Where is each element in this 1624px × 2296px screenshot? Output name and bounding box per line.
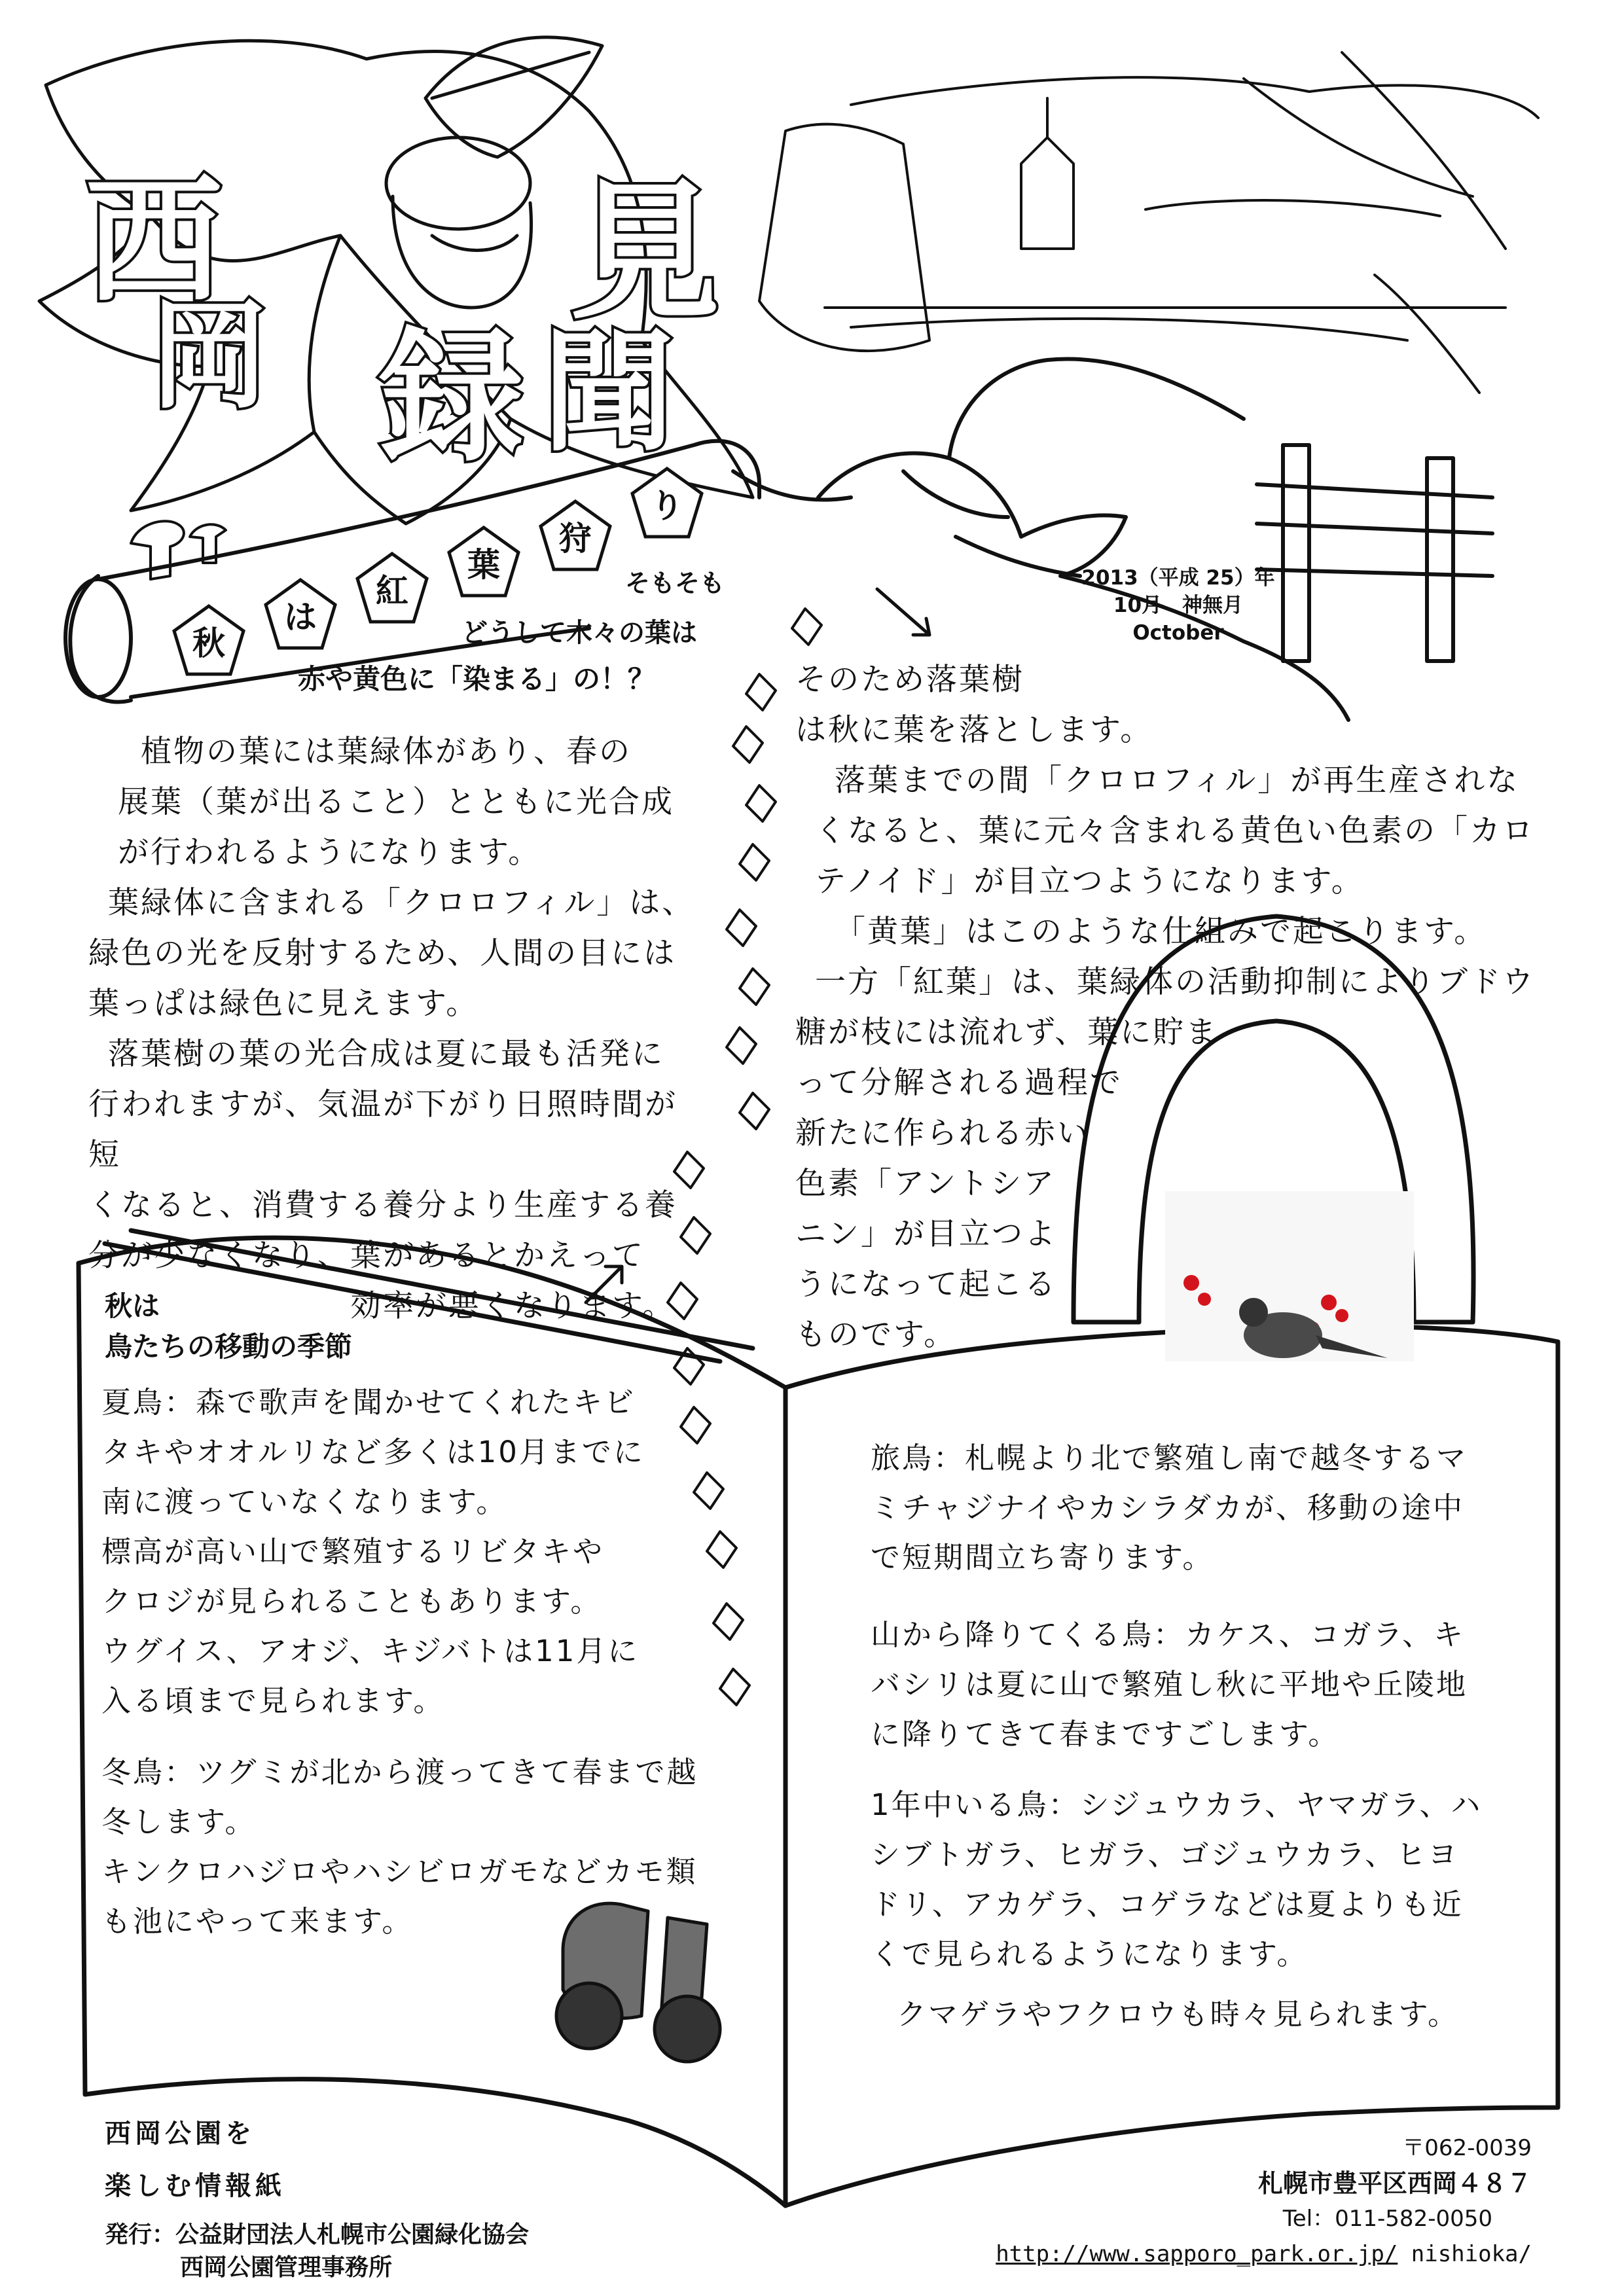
article-line: テノイド」が目立つようになります。 (815, 863, 1364, 899)
paragraph-line: 山から降りてくる鳥：カケス、コガラ、キ (871, 1617, 1465, 1652)
article-line: うになって起こる (795, 1266, 1057, 1302)
left-article (88, 726, 704, 1331)
article-line: は秋に葉を落とします。 (795, 712, 1153, 748)
headline-line2: どうして木々の葉は (461, 618, 697, 648)
article-line: 葉っぱは緑色に見えます。 (88, 986, 479, 1022)
headline-line1: そもそも (625, 569, 725, 598)
article-line: 行われますが、気温が下がり日照時間が短 (88, 1086, 677, 1173)
article-line: 一方「紅葉」は、葉緑体の活動抑制によりブドウ (815, 964, 1535, 1000)
date-year: 2013（平成 25）年 (1081, 566, 1275, 590)
paragraph-line: くで見られるようになります。 (871, 1937, 1308, 1971)
title-char-ken: 見 (569, 164, 721, 340)
article-line: 効率が悪くなります。 (350, 1288, 676, 1324)
website-link[interactable]: http://www.sapporo_park.or.jp/ (996, 2241, 1398, 2267)
article-line: くなると、葉に元々含まれる黄色い色素の「カロ (815, 813, 1535, 849)
paragraph-line: で短期間立ち寄ります。 (871, 1540, 1214, 1575)
summer-birds-paragraph (101, 1378, 756, 1726)
article-line: 落葉までの間「クロロフィル」が再生産されな (835, 762, 1520, 798)
article-line: ニン」が目立つよ (795, 1216, 1057, 1252)
article-line: 新たに作られる赤い (795, 1115, 1090, 1151)
paragraph-line: 標高が高い山で繁殖するリビタキや (101, 1534, 605, 1569)
banner-char-ri (628, 465, 706, 542)
passage-birds-paragraph (871, 1433, 1551, 1583)
banner-char-label: り (651, 487, 683, 525)
tagline-line2: 楽しむ情報紙 (105, 2171, 285, 2201)
banner-char-label: は (284, 598, 317, 636)
title-char-roku: 録 (380, 312, 524, 481)
resident-birds-paragraph (871, 1780, 1551, 1979)
article-line: 分が少なくなり、葉があるとかえって (88, 1238, 645, 1274)
banner-char-label: 秋 (192, 624, 225, 662)
address: 札幌市豊平区西岡４８７ (1257, 2169, 1532, 2198)
contact-info (943, 2130, 1532, 2272)
tagline (105, 2108, 285, 2212)
headline-line3: 赤や黄色に「染まる」の！？ (298, 663, 656, 695)
rare-birds-note: クマゲラやフクロウも時々見られます。 (897, 1997, 1460, 2032)
article-line: 葉緑体に含まれる「クロロフィル」は、 (108, 885, 695, 921)
banner-char-kari (537, 497, 614, 575)
paragraph-line: 冬します。 (101, 1804, 257, 1839)
title-char-oka: 岡 (151, 287, 269, 425)
title-char-nishi: 西 (85, 160, 223, 321)
article-line: って分解される過程で (795, 1065, 1123, 1101)
postal-code: 〒062-0039 (1402, 2135, 1532, 2161)
article-line: ものです。 (795, 1317, 957, 1353)
paragraph-line: タキやオオルリなど多くは10月までに (101, 1435, 645, 1469)
article-line: 色素「アントシア (795, 1166, 1056, 1202)
article-line: 展葉（葉が出ること）とともに光合成 (118, 784, 674, 820)
article-line: 糖が枝には流れず、葉に貯ま (795, 1014, 1219, 1050)
bird-heading-line2: 鳥たちの移動の季節 (105, 1331, 353, 1363)
paragraph-line: ミチャジナイやカシラダカが、移動の途中 (871, 1490, 1465, 1525)
paragraph-line: 夏鳥：森で歌声を聞かせてくれたキビ (101, 1385, 636, 1420)
mountain-birds-paragraph (871, 1610, 1551, 1759)
banner-char-label: 葉 (467, 546, 500, 584)
paragraph-line: 冬鳥：ツグミが北から渡ってきて春まで越 (101, 1755, 698, 1789)
paragraph-line: 南に渡っていなくなります。 (101, 1484, 508, 1519)
paragraph-line: 1年中いる鳥：シジュウカラ、ヤマガラ、ハ (871, 1787, 1483, 1822)
winter-birds-paragraph (101, 1748, 756, 1946)
article-line: くなると、消費する養分より生産する養 (88, 1187, 677, 1223)
paragraph-line: キンクロハジロやハシビロガモなどカモ類 (101, 1854, 698, 1889)
banner-char-label: 狩 (559, 520, 592, 558)
paragraph-line: 入る頃まで見られます。 (101, 1683, 445, 1718)
paragraph-line: も池にやって来ます。 (101, 1904, 414, 1939)
date-month: 10月 神無月 (1113, 594, 1244, 617)
paragraph-line: クロジが見られることもあります。 (101, 1584, 602, 1619)
website-url (943, 2236, 1532, 2272)
title-char-bun: 聞 (543, 315, 675, 469)
banner-char-you (445, 524, 522, 601)
right-article (795, 655, 1561, 1360)
article-line: そのため落葉樹 (795, 662, 1024, 698)
date-english: October (1132, 621, 1224, 645)
article-line: 落葉樹の葉の光合成は夏に最も活発に (108, 1036, 664, 1072)
telephone: Tel：011-582-0050 (1282, 2206, 1492, 2232)
tagline-line1: 西岡公園を (105, 2119, 255, 2149)
article-line: 「黄葉」はこのような仕組みで起こります。 (835, 914, 1487, 950)
issue-date (1054, 564, 1303, 647)
publisher-line2: 西岡公園管理事務所 (180, 2254, 393, 2281)
banner-char-kou (353, 550, 431, 627)
paragraph-line: ドリ、アカゲラ、コゲラなどは夏よりも近 (871, 1887, 1464, 1922)
article-line: が行われるようになります。 (118, 834, 541, 870)
bird-section-heading (105, 1286, 352, 1367)
banner-char-ha (262, 576, 339, 653)
publisher-info (105, 2219, 529, 2284)
paragraph-line: ウグイス、アオジ、キジバトは11月に (101, 1634, 640, 1668)
paragraph-line: 旅鳥：札幌より北で繁殖し南で越冬するマ (871, 1441, 1468, 1475)
paragraph-line: シブトガラ、ヒガラ、ゴジュウカラ、ヒヨ (871, 1837, 1459, 1872)
bird-heading-line1: 秋は (105, 1290, 160, 1322)
banner-char-aki (170, 602, 247, 679)
website-url-suffix: nishioka/ (1398, 2241, 1532, 2267)
publisher-line1: 発行：公益財団法人札幌市公園緑化協会 (105, 2221, 530, 2248)
banner-char-label: 紅 (376, 572, 408, 610)
park-scenery-illustration (759, 52, 1538, 393)
paragraph-line: に降りてきて春まですごします。 (871, 1717, 1340, 1751)
paragraph-line: バシリは夏に山で繁殖し秋に平地や丘陵地 (871, 1667, 1468, 1702)
article-line: 緑色の光を反射するため、人間の目には (88, 935, 677, 971)
article-line: 植物の葉には葉緑体があり、春の (141, 734, 632, 770)
